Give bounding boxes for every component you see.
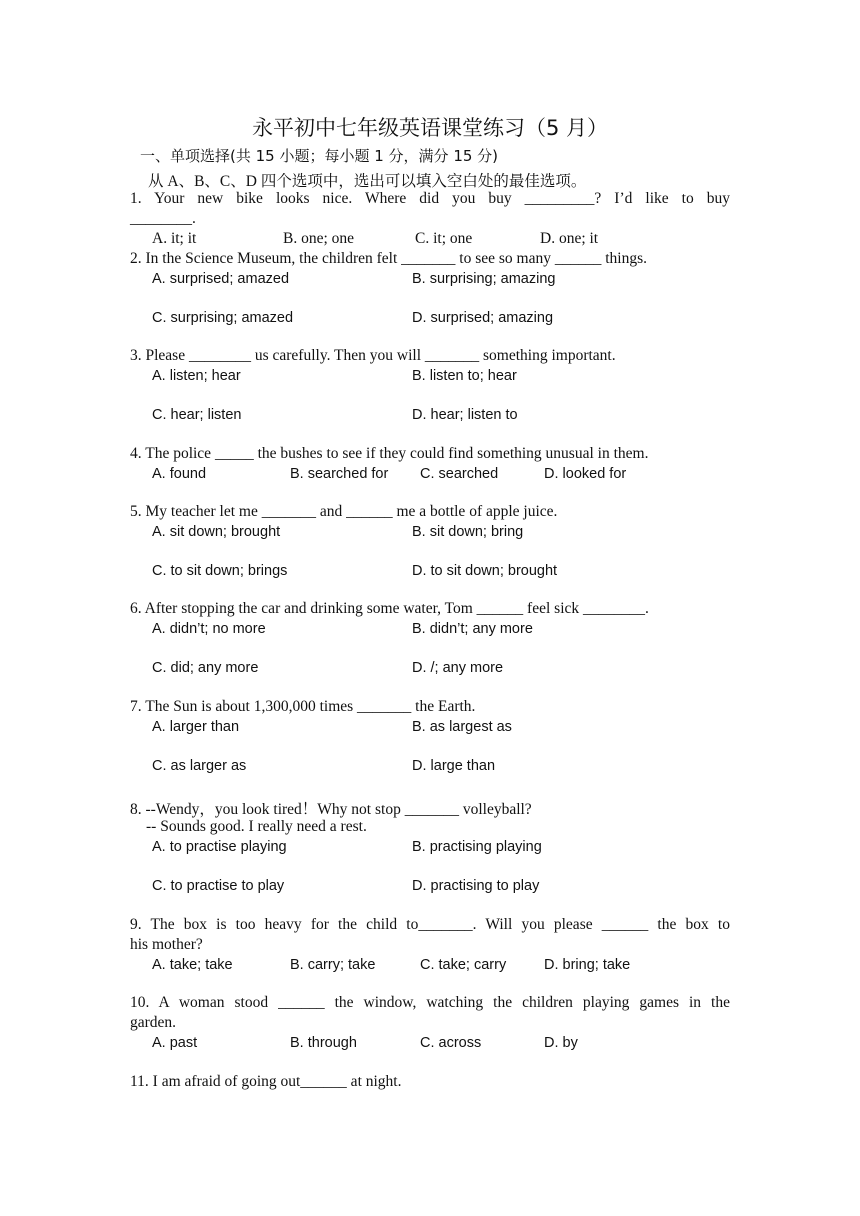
question-5-text: 5. My teacher let me _______ and ______ me a bottle of apple juice. [130, 503, 558, 520]
question-3-option-a: A. listen; hear [152, 368, 241, 384]
question-10-option-a: A. past [152, 1035, 198, 1051]
question-10-option-d: D. by [544, 1035, 578, 1051]
question-9-option-a: A. take; take [152, 957, 233, 973]
question-10-option-b: B. through [290, 1035, 357, 1051]
question-2-text: 2. In the Science Museum, the children felt _______ to see so many ______ things. [130, 250, 648, 267]
question-8-text: 8. --Wendy，you look tired！Why not stop _______ volleyball? [130, 801, 532, 818]
question-9-option-d: D. bring; take [544, 957, 631, 973]
question-6-option-c: C. did; any more [152, 660, 259, 676]
page-title: 永平初中七年级英语课堂练习（5 月） [251, 116, 609, 140]
question-10-text: 10. A woman stood ______ the window, watching the children playing games in the [130, 994, 730, 1011]
section-instruction: 从 A、B、C、D 四个选项中，选出可以填入空白处的最佳选项。 [148, 173, 587, 190]
question-4-option-b: B. searched for [290, 466, 389, 482]
question-3-option-d: D. hear; listen to [412, 407, 518, 423]
question-4-option-c: C. searched [420, 466, 499, 482]
question-2-option-b: B. surprising; amazing [412, 271, 556, 287]
question-5-option-d: D. to sit down; brought [412, 563, 558, 579]
question-1-option-a: A. it; it [152, 230, 197, 247]
question-10-text-cont: garden. [130, 1014, 177, 1031]
question-6-text: 6. After stopping the car and drinking some water, Tom ______ feel sick ________. [130, 600, 649, 617]
question-8-option-a: A. to practise playing [152, 839, 287, 855]
question-4-text: 4. The police _____ the bushes to see if they could find something unusual in them. [130, 445, 649, 462]
question-9-text-cont: his mother? [130, 936, 203, 953]
question-1-option-b: B. one; one [283, 230, 355, 247]
question-9-option-b: B. carry; take [290, 957, 376, 973]
question-1-text-cont: ________. [130, 210, 196, 227]
question-3-option-b: B. listen to; hear [412, 368, 517, 384]
question-4-option-d: D. looked for [544, 466, 627, 482]
question-6-option-b: B. didn’t; any more [412, 621, 533, 637]
question-1-option-d: D. one; it [540, 230, 599, 247]
section-heading: 一、单项选择(共 15 小题；每小题 1 分，满分 15 分) [140, 147, 499, 165]
question-7-option-a: A. larger than [152, 719, 240, 735]
question-5-option-a: A. sit down; brought [152, 524, 281, 540]
question-8-option-d: D. practising to play [412, 878, 540, 894]
question-8-option-b: B. practising playing [412, 839, 542, 855]
question-7-option-b: B. as largest as [412, 719, 512, 735]
question-7-option-c: C. as larger as [152, 758, 247, 774]
question-8-reply: -- Sounds good. I really need a rest. [146, 818, 367, 835]
question-1-option-c: C. it; one [415, 230, 473, 247]
question-4-option-a: A. found [152, 466, 207, 482]
question-11-text: 11. I am afraid of going out______ at night. [130, 1073, 402, 1090]
question-1-text: 1. Your new bike looks nice. Where did you buy _________? I’d like to buy [130, 190, 730, 207]
question-7-option-d: D. large than [412, 758, 496, 774]
question-2-option-d: D. surprised; amazing [412, 310, 554, 326]
question-6-option-d: D. /; any more [412, 660, 504, 676]
question-5-option-c: C. to sit down; brings [152, 563, 288, 579]
question-2-option-a: A. surprised; amazed [152, 271, 290, 287]
question-6-option-a: A. didn’t; no more [152, 621, 266, 637]
question-9-option-c: C. take; carry [420, 957, 507, 973]
question-5-option-b: B. sit down; bring [412, 524, 524, 540]
question-9-text: 9. The box is too heavy for the child to_______. Will you please ______ the box to [130, 916, 730, 933]
question-3-text: 3. Please ________ us carefully. Then you will _______ something important. [130, 347, 616, 364]
question-2-option-c: C. surprising; amazed [152, 310, 294, 326]
question-8-option-c: C. to practise to play [152, 878, 285, 894]
question-10-option-c: C. across [420, 1035, 482, 1051]
question-7-text: 7. The Sun is about 1,300,000 times _______ the Earth. [130, 698, 476, 715]
question-3-option-c: C. hear; listen [152, 407, 242, 423]
